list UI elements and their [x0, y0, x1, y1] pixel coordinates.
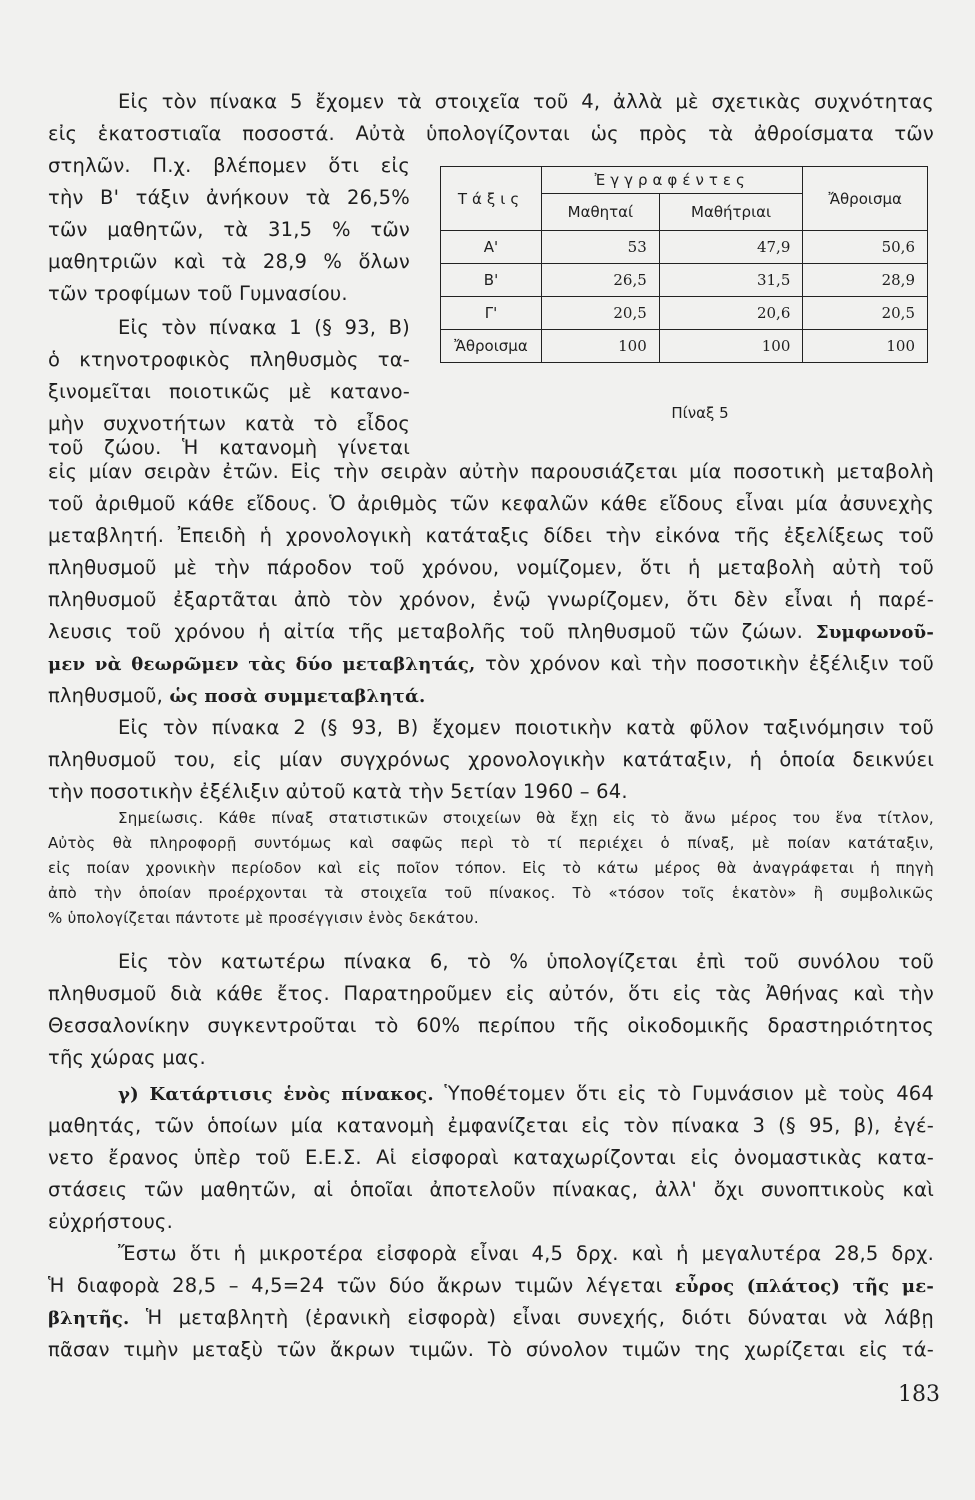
text-line: πληθυσμοῦ ἐξαρτᾶται ἀπὸ τὸν χρόνον, ἐνῷ γνωρίζομεν, ὅτι δὲν εἶναι ἡ παρέ-: [48, 588, 934, 611]
note-line: Αὐτὸς θὰ πληροφορῇ συντόμως καὶ σαφῶς περὶ τὸ τί περιέχει ὁ πίναξ, μὲ ποίαν κατάταξιν,: [48, 834, 934, 852]
table-cell: 100: [803, 330, 928, 363]
text-line: τῶν μαθητῶν, τὰ 31,5 % τῶν: [48, 218, 410, 241]
header-cell: Τάξις: [441, 167, 542, 231]
text-line: εἰς μίαν σειρὰν ἐτῶν. Εἰς τὴν σειρὰν αὐτὴν παρουσιάζεται μία ποσοτικὴ μεταβολὴ: [48, 460, 934, 483]
note-line: Σημείωσις. Κάθε πίναξ στατιστικῶν στοιχείων θὰ ἔχῃ εἰς τὸ ἄνω μέρος του ἕνα τίτλον,: [118, 809, 934, 827]
text-line: πληθυσμοῦ του, εἰς μίαν συγχρόνως χρονολογικὴν κατάταξιν, ἡ ὁποία δεικνύει: [48, 748, 934, 771]
text-line: [118, 1078, 934, 1111]
table-cell: 50,6: [803, 231, 928, 264]
text-line: τῶν τροφίμων τοῦ Γυμνασίου.: [48, 282, 348, 305]
bold-text: βλητῆς.: [48, 1308, 130, 1329]
text-line: εἰς ἑκατοστιαῖα ποσοστά. Αὐτὰ ὑπολογίζονται ὡς πρὸς τὰ ἀθροίσματα τῶν: [48, 122, 934, 145]
text-line: τὴν ποσοτικὴν ἐξέλιξιν αὐτοῦ κατὰ τὴν 5ετίαν 1960 – 64.: [48, 780, 628, 803]
header-cell: Ἐγγραφέντες: [542, 167, 803, 194]
text-line: εὐχρήστους.: [48, 1210, 173, 1233]
table-cell: 28,9: [803, 264, 928, 297]
text-line: μεταβλητή. Ἐπειδὴ ἡ χρονολογικὴ κατάταξις δίδει τὴν εἰκόνα τῆς ἐξελίξεως τοῦ: [48, 524, 934, 547]
text-line: πᾶσαν τιμὴν μεταξὺ τῶν ἄκρων τιμῶν. Τὸ σύνολον τιμῶν της χωρίζεται εἰς τά-: [48, 1338, 934, 1361]
text-segment: λευσις τοῦ χρόνου ἡ αἰτία τῆς μεταβολῆς τοῦ πληθυσμοῦ τῶν ζώων.: [48, 620, 803, 643]
text-line: ξινομεῖται ποιοτικῶς μὲ κατανο-: [48, 380, 410, 403]
note-line: % ὑπολογίζεται πάντοτε μὲ προσέγγισιν ἑνὸς δεκάτου.: [48, 909, 479, 927]
text-line: [48, 616, 934, 649]
table-row: [441, 231, 928, 264]
table-cell: 31,5: [659, 264, 803, 297]
text-line: [48, 680, 425, 713]
text-line: Εἰς τὸν πίνακα 2 (§ 93, Β) ἔχομεν ποιοτικὴν κατὰ φῦλον ταξινόμησιν τοῦ: [118, 716, 934, 739]
text-line: [48, 1270, 934, 1303]
text-line: μαθητριῶν καὶ τὰ 28,9 % ὅλων: [48, 250, 410, 273]
table-cell: 26,5: [542, 264, 660, 297]
table-cell: 20,5: [803, 297, 928, 330]
text-segment: πληθυσμοῦ,: [48, 684, 164, 707]
data-table: [440, 166, 928, 363]
page-number: 183: [898, 1382, 940, 1407]
table-cell: 100: [542, 330, 660, 363]
row-label: Α': [441, 231, 542, 264]
text-segment: τὸν χρόνον καὶ τὴν ποσοτικὴν ἐξέλιξιν τοῦ: [485, 652, 934, 675]
table-row: [441, 264, 928, 297]
table-caption: Πίναξ 5: [671, 404, 729, 422]
text-line: Ἔστω ὅτι ἡ μικροτέρα εἰσφορὰ εἶναι 4,5 δρχ. καὶ ἡ μεγαλυτέρα 28,5 δρχ.: [118, 1242, 934, 1265]
text-line: Εἰς τὸν πίνακα 5 ἔχομεν τὰ στοιχεῖα τοῦ 4, ἀλλὰ μὲ σχετικὰς συχνότητας: [118, 90, 934, 113]
text-line: πληθυσμοῦ μὲ τὴν πάροδον τοῦ χρόνου, νομίζομεν, ὅτι ἡ μεταβολὴ αὐτὴ τοῦ: [48, 556, 934, 579]
bold-text: Συμφωνοῦ-: [815, 622, 934, 643]
text-line: Εἰς τὸν κατωτέρω πίνακα 6, τὸ % ὑπολογίζεται ἐπὶ τοῦ συνόλου τοῦ: [118, 950, 934, 973]
note-line: ἀπὸ τὴν ὁποίαν προέρχονται τὰ στοιχεῖα τοῦ πίνακος. Τὸ «τόσον τοῖς ἑκατὸν» ἢ συμβολικῶς: [48, 884, 934, 902]
text-line: [48, 648, 934, 681]
text-line: μαθητάς, τῶν ὁποίων μία κατανομὴ ἐμφανίζεται εἰς τὸν πίνακα 3 (§ 95, β), ἐγέ-: [48, 1114, 934, 1137]
text-segment: Ἡ μεταβλητὴ (ἐρανικὴ εἰσφορὰ) εἶναι συνεχής, διότι δύναται νὰ λάβῃ: [145, 1306, 934, 1329]
table-cell: 20,5: [542, 297, 660, 330]
text-line: τοῦ ἀριθμοῦ κάθε εἴδους. Ὁ ἀριθμὸς τῶν κεφαλῶν κάθε εἴδους εἶναι μία ἀσυνεχὴς: [48, 492, 934, 515]
table-row: [441, 330, 928, 363]
text-line: [48, 1302, 934, 1335]
table-cell: 53: [542, 231, 660, 264]
bold-text: μεν νὰ θεωρῶμεν τὰς δύο μεταβλητάς,: [48, 654, 476, 675]
text-line: Θεσσαλονίκην συγκεντροῦται τὸ 60% περίπου τῆς οἰκοδομικῆς δραστηριότητος: [48, 1014, 934, 1037]
bold-text: εὖρος (πλάτος) τῆς με-: [674, 1276, 935, 1297]
text-line: Εἰς τὸν πίνακα 1 (§ 93, Β): [118, 316, 410, 339]
header-cell: Μαθηταί: [542, 194, 660, 231]
text-line: στηλῶν. Π.χ. βλέπομεν ὅτι εἰς: [48, 154, 410, 177]
text-line: μὴν συχνοτήτων κατὰ τὸ εἶδος: [48, 412, 410, 435]
text-line: στάσεις τῶν μαθητῶν, αἱ ὁποῖαι ἀποτελοῦν πίνακας, ἀλλ' ὄχι συνοπτικοὺς καὶ: [48, 1178, 934, 1201]
text-line: τὴν Β' τάξιν ἀνήκουν τὰ 26,5%: [48, 186, 410, 209]
row-label: Β': [441, 264, 542, 297]
text-line: τοῦ ζώου. Ἡ κατανομὴ γίνεται: [48, 436, 410, 459]
note-line: εἰς ποίαν χρονικὴν περίοδον καὶ εἰς ποῖον τόπον. Εἰς τὸ κάτω μέρος θὰ ἀναγράφεται ἡ πηγὴ: [48, 859, 934, 877]
header-cell: Ἄθροισμα: [803, 167, 928, 231]
text-line: πληθυσμοῦ διὰ κάθε ἔτος. Παρατηροῦμεν εἰς αὐτόν, ὅτι εἰς τὰς Ἀθήνας καὶ τὴν: [48, 982, 934, 1005]
text-line: ὁ κτηνοτροφικὸς πληθυσμὸς τα-: [48, 348, 410, 371]
table-row: [441, 297, 928, 330]
text-line: νετο ἔρανος ὑπὲρ τοῦ Ε.Ε.Σ. Αἱ εἰσφοραὶ καταχωρίζονται εἰς ὀνομαστικὰς κατα-: [48, 1146, 934, 1169]
bold-text: ὡς ποσὰ συμμεταβλητά.: [169, 686, 426, 707]
table-cell: 20,6: [659, 297, 803, 330]
table-cell: 100: [659, 330, 803, 363]
text-segment: Ἡ διαφορὰ 28,5 – 4,5=24 τῶν δύο ἄκρων τιμῶν λέγεται: [48, 1274, 663, 1297]
text-line: τῆς χώρας μας.: [48, 1046, 206, 1069]
table-cell: 47,9: [659, 231, 803, 264]
row-label: Ἄθροισμα: [441, 330, 542, 363]
section-heading: γ) Κατάρτισις ἑνὸς πίνακος.: [118, 1084, 434, 1105]
header-cell: Μαθήτριαι: [659, 194, 803, 231]
row-label: Γ': [441, 297, 542, 330]
text-segment: Ὑποθέτομεν ὅτι εἰς τὸ Γυμνάσιον μὲ τοὺς 464: [444, 1082, 935, 1105]
table-header-row: [441, 167, 928, 194]
